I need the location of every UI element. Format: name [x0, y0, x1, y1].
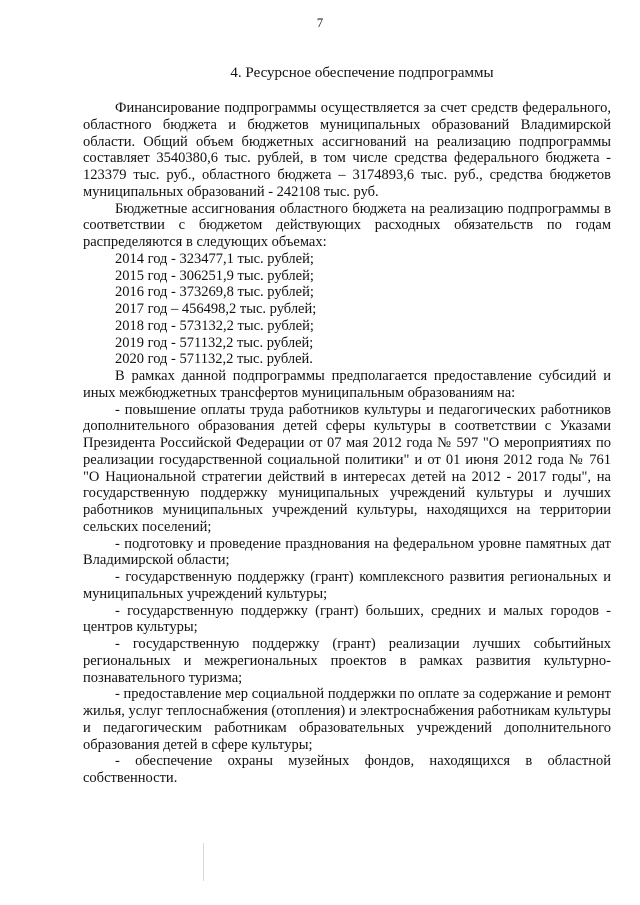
financing-paragraph: Финансирование подпрограммы осуществляется за счет средств федерального, областного бюджета и бюджетов муниципальных образований Владимирской области. Общий объем бюджетных ассигнований на реализацию подпрограммы составляет 3540380,6 тыс. рублей, в том числе средства федерального бюджета - 123379 тыс. руб., областного бюджета – 3174893,6 тыс. руб., средства бюджетов муниципальных образований - 242108 тыс. руб. [83, 100, 611, 200]
budget-year-item: 2015 год - 306251,9 тыс. рублей; [115, 267, 314, 284]
budget-year-item: 2019 год - 571132,2 тыс. рублей; [115, 334, 314, 351]
document-body [83, 100, 611, 787]
page-number: 7 [316, 16, 324, 30]
budget-year-item: 2018 год - 573132,2 тыс. рублей; [115, 317, 314, 334]
measures-list [83, 402, 611, 787]
measure-item: - повышение оплаты труда работников культуры и педагогических работников дополнительного образования детей сферы культуры в соответствии с Указами Президента Российской Федерации от 07 мая 2012 года № 597 "О мероприятиях по реализации государственной социальной политики" и от 01 июня 2012 года № 761 "О Национальной стратегии действий в интересах детей на 2012 - 2017 годы", на государственную поддержку муниципальных учреждений культуры и лучших работников муниципальных учреждений культуры, находящихся на территории сельских поселений; [83, 401, 611, 535]
budget-year-item: 2016 год - 373269,8 тыс. рублей; [115, 284, 314, 301]
section-title: 4. Ресурсное обеспечение подпрограммы [230, 65, 494, 81]
measure-item: - обеспечение охраны музейных фондов, находящихся в областной собственности. [83, 753, 611, 786]
measure-item: - государственную поддержку (грант) комплексного развития региональных и муниципальных учреждений культуры; [83, 569, 611, 602]
budget-year-item: 2014 год - 323477,1 тыс. рублей; [115, 250, 314, 267]
budget-year-item: 2017 год – 456498,2 тыс. рублей; [115, 301, 317, 317]
measure-item: - государственную поддержку (грант) больших, средних и малых городов - центров культуры; [83, 602, 611, 636]
budget-year-item: 2020 год - 571132,2 тыс. рублей. [115, 351, 313, 368]
allocation-intro-paragraph: Бюджетные ассигнования областного бюджета на реализацию подпрограммы в соответствии с бюджетом действующих расходных обязательств по годам распределяются в следующих объемах: [83, 200, 611, 250]
measure-item: - государственную поддержку (грант) реализации лучших событийных региональных и межрегиональных проектов в рамках развития культурно-познавательного туризма; [83, 636, 611, 686]
measure-item: - предоставление мер социальной поддержки по оплате за содержание и ремонт жилья, услуг теплоснабжения (отопления) и электроснабжения работникам культуры и педагогическим работникам образовательных учреждений дополнительного образования детей в сфере культуры; [83, 686, 611, 753]
scan-artifact-line [203, 843, 204, 881]
subsidies-intro-paragraph: В рамках данной подпрограммы предполагается предоставление субсидий и иных межбюджетных трансфертов муниципальным образованиям на: [83, 368, 611, 401]
yearly-budget-list [83, 251, 611, 368]
measure-item: - подготовку и проведение празднования на федеральном уровне памятных дат Владимирской области; [83, 535, 611, 569]
